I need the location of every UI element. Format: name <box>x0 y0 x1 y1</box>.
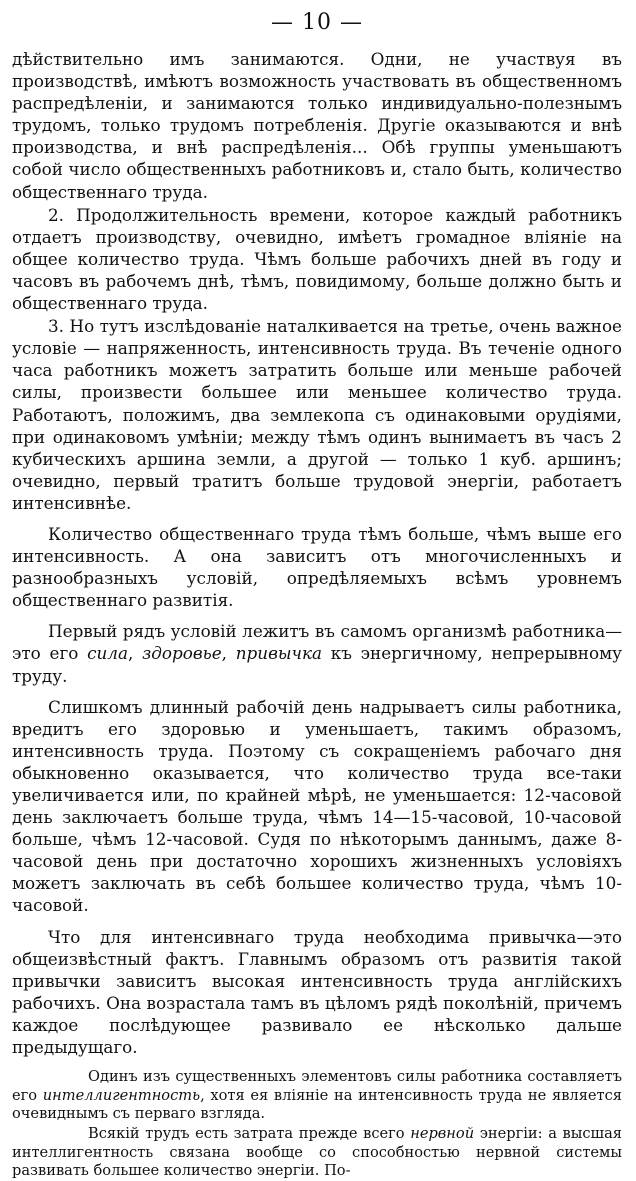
page-number: — 10 — <box>271 10 363 35</box>
small-paragraph <box>12 1125 622 1181</box>
main-text <box>12 48 622 1058</box>
emphasis-text: нервной <box>410 1124 475 1142</box>
paragraph: 3. Но тутъ изслѣдованіе наталкивается на третье, очень важное условіе — напряженность, интенсивность труда. Въ теченіе одного часа работникъ можетъ затратить больше или меньше рабочей силы, произвести большее или меньшее количество труда. Работаютъ, положимъ, два землекопа съ одинаковыми орудіями, при одинаковомъ умѣніи; между тѣмъ одинъ вынимаетъ въ часъ 2 кубическихъ аршина земли, а другой — только 1 куб. аршинъ; очевидно, первый тратитъ больше трудовой энергіи, работаетъ интенсивнѣе. <box>12 316 622 513</box>
small-paragraph <box>12 1068 622 1124</box>
emphasis-text: интеллигентность <box>42 1086 201 1104</box>
paragraph: Количество общественнаго труда тѣмъ больше, чѣмъ выше его интенсивность. А она зависитъ отъ многочисленныхъ и разнообразныхъ условій, опредѣляемыхъ всѣмъ уровнемъ общественнаго развитія. <box>12 523 622 611</box>
text-span: , <box>128 643 143 664</box>
text-span: Первый рядъ условій лежитъ въ самомъ организмѣ работника— это его <box>12 621 622 664</box>
text-span: Одинъ изъ существенныхъ элементовъ силы работника составляетъ его <box>12 1068 622 1104</box>
text-span: энергіи: а высшая интеллигентность связана вообще со способностью нервной системы развивать большее количество энергіи. По- <box>12 1124 622 1180</box>
emphasis-text: привычка <box>235 643 322 664</box>
text-span: къ энергичному, непрерывному труду. <box>12 643 622 686</box>
text-span: , хотя ея вліяніе на интенсивность труда не является очевиднымъ съ перваго взгляда. <box>12 1086 622 1123</box>
text-span: Всякій трудъ есть затрата прежде всего <box>88 1124 411 1142</box>
paragraph: Слишкомъ длинный рабочій день надрываетъ силы работника, вредитъ его здоровью и уменьшаетъ, такимъ образомъ, интенсивность труда. Поэтому съ сокращеніемъ рабочаго дня обыкновенно оказывается, что количество труда все-таки увеличивается или, по крайней мѣрѣ, не уменьшается: 12-часовой день заключаетъ больше труда, чѣмъ 14—15-часовой, 10-часовой больше, чѣмъ 12-часовой. Судя по нѣкоторымъ даннымъ, даже 8-часовой день при достаточно хорошихъ жизненныхъ условіяхъ можетъ заключать въ себѣ большее количество труда, чѣмъ 10-часовой. <box>12 696 622 916</box>
paragraph-with-emphasis <box>12 620 622 686</box>
emphasis-text: сила <box>87 643 128 664</box>
paragraph: Что для интенсивнаго труда необходима привычка—это общеизвѣстный фактъ. Главнымъ образомъ отъ развитія такой привычки зависитъ высокая интенсивность труда англійскихъ рабочихъ. Она возрастала тамъ въ цѣломъ рядѣ поколѣній, причемъ каждое послѣдующее развивало ее нѣсколько дальше предыдущаго. <box>12 926 622 1058</box>
text-span: , <box>221 643 236 664</box>
footnote-text <box>12 1068 622 1181</box>
paragraph: дѣйствительно имъ занимаются. Одни, не участвуя въ производствѣ, имѣютъ возможность участвовать въ общественномъ распредѣленіи, и занимаются только индивидуально-полезнымъ трудомъ, только трудомъ потребленія. Другіе оказываются и внѣ производства, и внѣ распредѣленія... Обѣ группы уменьшаютъ собой число общественныхъ работниковъ и, стало быть, количество общественнаго труда. <box>12 49 622 202</box>
paragraph: 2. Продолжительность времени, которое каждый работникъ отдаетъ производству, очевидно, имѣетъ громадное вліяніе на общее количество труда. Чѣмъ больше рабочихъ дней въ году и часовъ въ рабочемъ днѣ, тѣмъ, повидимому, больше должно быть и общественнаго труда. <box>12 204 622 314</box>
emphasis-text: здоровье <box>142 643 222 664</box>
